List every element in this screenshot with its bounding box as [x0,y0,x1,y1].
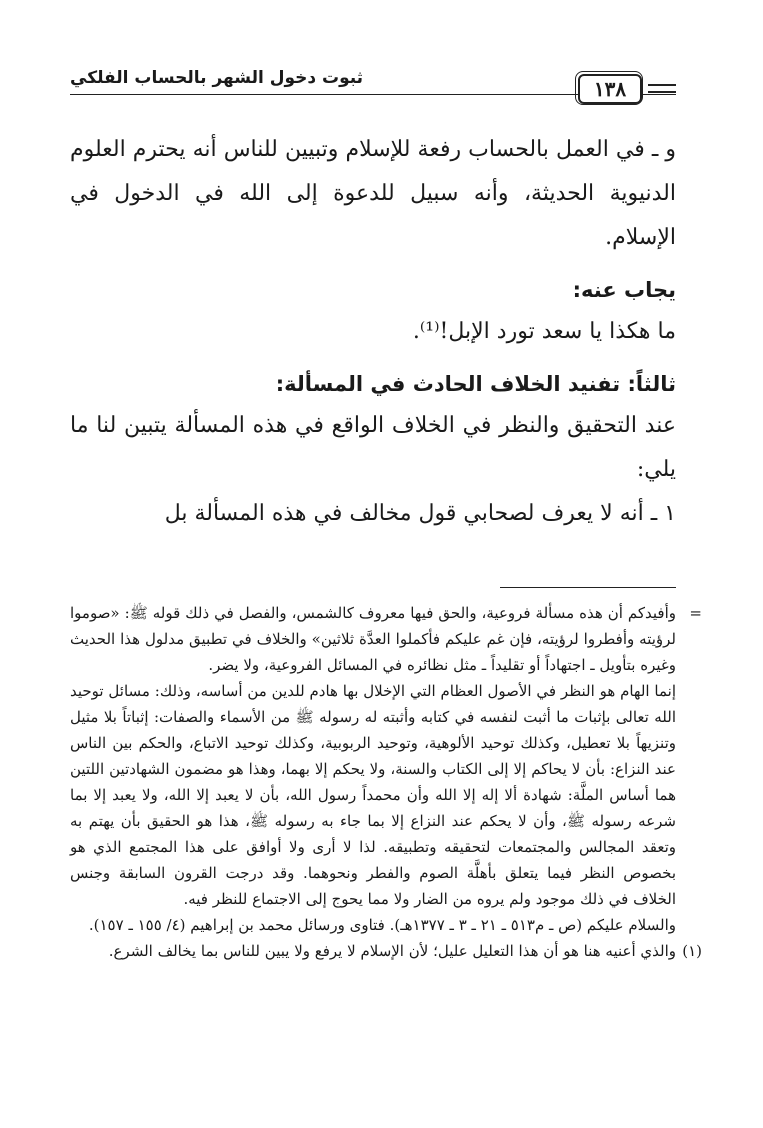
paragraph-1: و ـ في العمل بالحساب رفعة للإسلام وتبيين للناس أنه يحترم العلوم الدنيوية الحديثة، وأنه سبيل للدعوة إلى الله في الدخول في الإسلام. [70,137,676,250]
main-text [70,128,676,536]
reply-heading: يجاب عنه: [572,278,676,302]
footnote-1-marker: (١) [682,942,702,960]
footnote-separator [500,587,676,588]
book-page [70,60,702,1090]
footnote-continuation [70,600,702,938]
running-title: ثبوت دخول الشهر بالحساب الفلكي [70,68,364,88]
footnote-1 [70,938,702,964]
footnote-cont-paragraph-3: والسلام عليكم (ص ـ م٥١٣ ـ ٢١ ـ ٣ ـ ١٣٧٧هـ). فتاوى ورسائل محمد بن إبراهيم (٤/ ١٥٥ ـ ١٥٧). [88,916,676,934]
page-header [70,60,676,112]
footnote-1-text: والذي أعنيه هنا هو أن هذا التعليل عليل؛ لأن الإسلام لا يرفع ولا يبين للناس بما يخالف الشرع. [108,942,676,960]
footnote-cont-paragraph-1: وأفيدكم أن هذه مسألة فروعية، والحق فيها معروف كالشمس، والفصل في ذلك قوله ﷺ: «صوموا لرؤيته وأفطروا لرؤيته، فإن غم عليكم فأكملوا العدَّة ثلاثين» والخلاف في تطبيق مدلول هذا الحديث وغيره بتأويل ـ اجتهاداً أو تقليداً ـ مثل نظائره في المسائل الفروعية، ولا يضر. [70,604,676,674]
ornament-lines [648,84,676,98]
continuation-marker: = [689,604,702,622]
reply-text: ما هكذا يا سعد تورد الإبل!⁽¹⁾. [412,319,676,344]
section-heading: ثالثاً: تفنيد الخلاف الحادث في المسألة: [275,372,676,396]
page-number: ١٣٨ [578,74,642,104]
paragraph-2: عند التحقيق والنظر في الخلاف الواقع في هذه المسألة يتبين لنا ما يلي: [70,413,676,482]
footnotes [70,600,702,964]
footnote-cont-paragraph-2: إنما الهام هو النظر في الأصول العظام التي الإخلال بها هادم للدين من أساسه، وذلك: مسائل توحيد الله تعالى بإثبات ما أثبت لنفسه في كتابه وأثبته له رسوله ﷺ من الأسماء والصفات: إثباتاً بلا مثيل وتنزيهاً بلا تعطيل، وكذلك توحيد الألوهية، وتوحيد الربوبية، وكذلك توحيد الاتباع، والحكم بين الناس عند النزاع: بأن لا يحاكم إلا إلى الكتاب والسنة، ولا يحكم إلا بهما، وهذا هو مضمون الشهادتين اللتين هما أساس الملَّة: شهادة ألا إله إلا الله وأن محمداً رسول الله، بأن لا يعبد إلا الله، ولا يعبد إلا بما شرعه رسوله ﷺ، وأن لا يحكم عند النزاع إلا بما جاء به رسوله ﷺ، هذا هو الحقيق بأن يهتم به وتعقد المجالس والمجتمعات لتحقيقه وتطبيقه. لذا لا أرى ولا أوافق على هذا المجتمع الذي هو بخصوص النظر فيما يتعلق بأهلَّة الصوم والفطر ونحوهما. وقد درجت القرون السابقة وجنس الخلاف في ذلك موجود ولم يروه من الضار ولا مما يحوج إلى الاجتماع للنظر فيه. [70,682,676,908]
paragraph-3: ١ ـ أنه لا يعرف لصحابي قول مخالف في هذه المسألة بل [164,501,676,526]
